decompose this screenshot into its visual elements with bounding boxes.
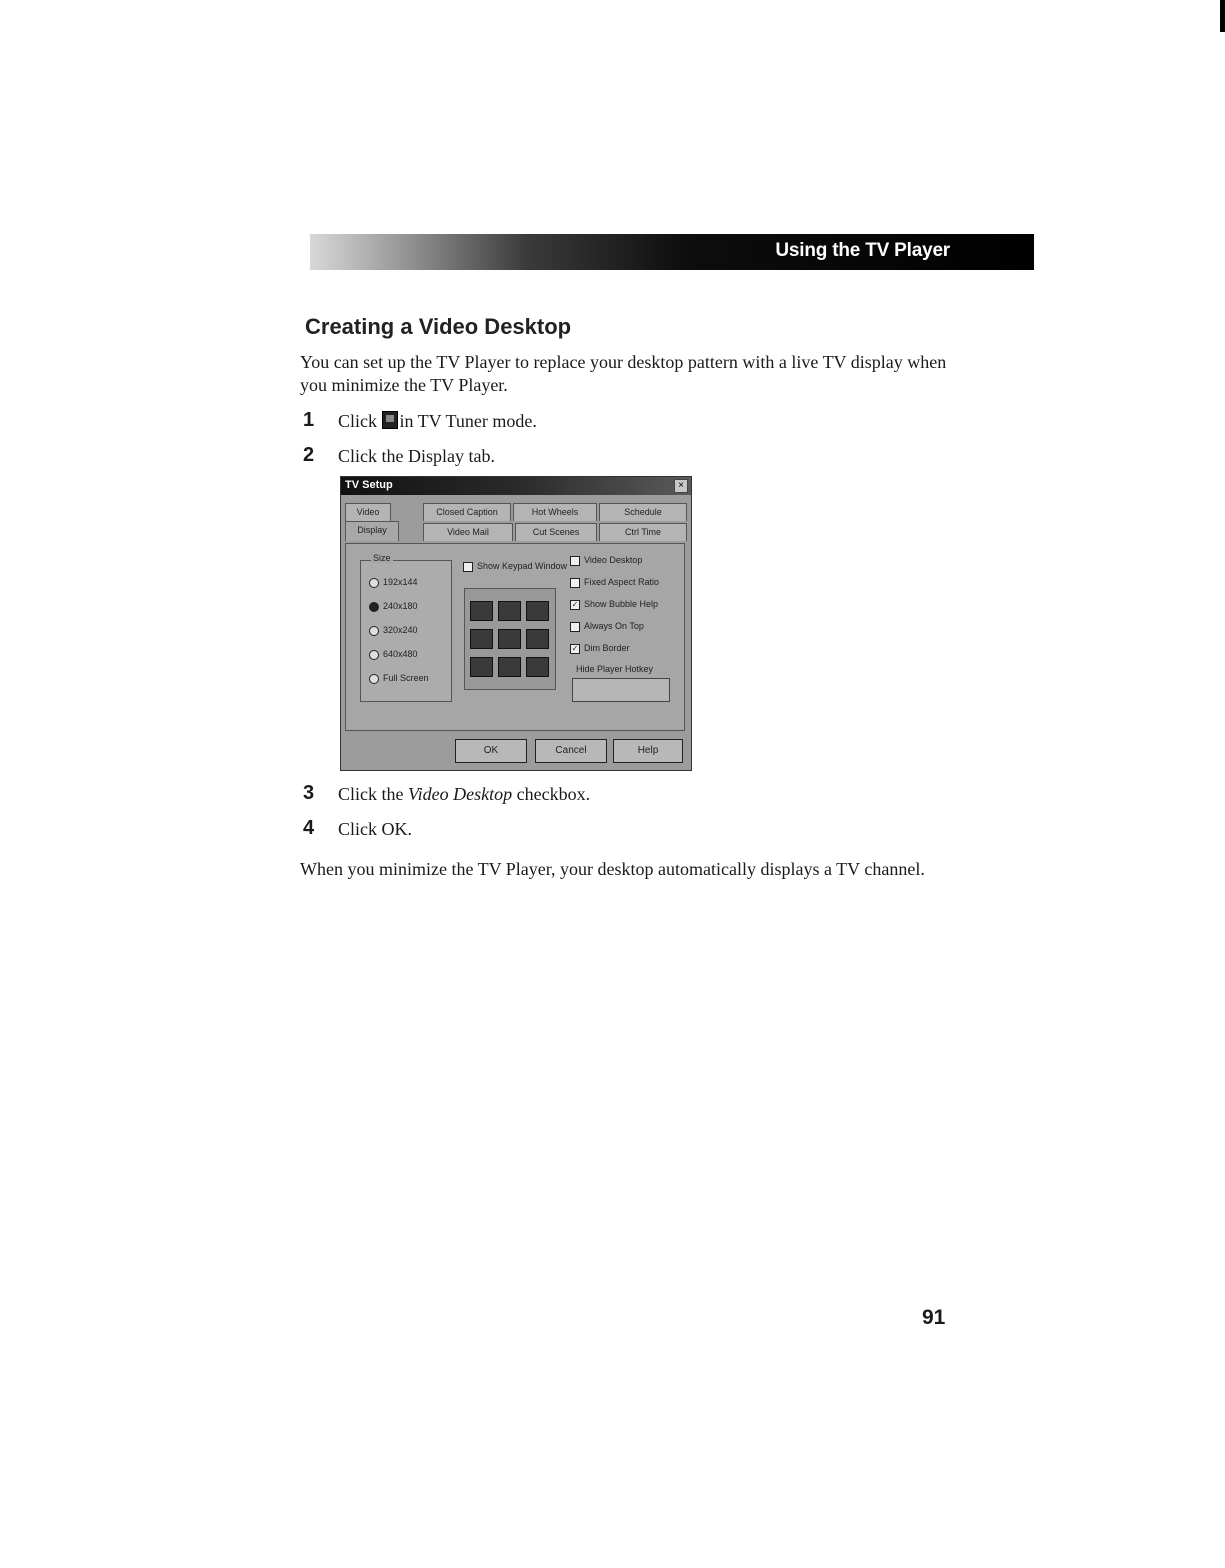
checkbox[interactable] xyxy=(463,562,473,572)
cancel-button[interactable]: Cancel xyxy=(535,739,607,763)
radio-button[interactable] xyxy=(369,578,379,588)
step-emphasis: Video Desktop xyxy=(408,784,513,804)
tab-cut-scenes[interactable]: Cut Scenes xyxy=(515,523,597,541)
keypad-preview xyxy=(464,588,556,690)
radio-button[interactable] xyxy=(369,602,379,612)
close-icon[interactable]: × xyxy=(674,479,688,493)
keypad-key xyxy=(470,657,493,677)
step-text-before: Click xyxy=(338,411,382,431)
tab-closed-caption[interactable]: Closed Caption xyxy=(423,503,511,521)
hide-player-hotkey-field[interactable] xyxy=(572,678,670,702)
size-group-label: Size xyxy=(373,553,391,563)
fixed-aspect-ratio-checkbox[interactable] xyxy=(570,576,659,588)
closing-paragraph: When you minimize the TV Player, your desktop automatically displays a TV channel. xyxy=(300,859,925,879)
option-label: Always On Top xyxy=(584,621,644,631)
step-text-after: checkbox. xyxy=(512,784,591,804)
keypad-key xyxy=(526,629,549,649)
chapter-header-bar xyxy=(310,234,1034,270)
tab-video[interactable]: Video xyxy=(345,503,391,521)
tab-display[interactable]: Display xyxy=(345,521,399,541)
show-keypad-option[interactable] xyxy=(463,560,567,572)
dialog-title-bar xyxy=(341,477,691,495)
radio-button[interactable] xyxy=(369,674,379,684)
tab-video-mail[interactable]: Video Mail xyxy=(423,523,513,541)
step-number: 2 xyxy=(303,444,315,466)
checkbox[interactable] xyxy=(570,578,580,588)
size-option-label: 192x144 xyxy=(383,577,418,587)
show-bubble-help-checkbox[interactable] xyxy=(570,598,658,610)
page-edge-mark xyxy=(1220,0,1225,32)
size-option-label: 240x180 xyxy=(383,601,418,611)
option-label: Dim Border xyxy=(584,643,630,653)
size-option-label: 640x480 xyxy=(383,649,418,659)
step-text-before: Click the xyxy=(338,784,408,804)
radio-button[interactable] xyxy=(369,650,379,660)
option-label: Show Bubble Help xyxy=(584,599,659,609)
always-on-top-checkbox[interactable] xyxy=(570,620,644,632)
checkmark-icon[interactable]: ✓ xyxy=(571,599,579,609)
step-text: Click the Display tab. xyxy=(338,446,495,466)
step-text xyxy=(338,410,537,433)
video-desktop-checkbox[interactable] xyxy=(570,554,642,566)
keypad-key xyxy=(470,629,493,649)
hide-player-hotkey-label: Hide Player Hotkey xyxy=(576,664,654,674)
step-text xyxy=(338,783,590,806)
option-label: Video Desktop xyxy=(584,555,643,565)
tv-tuner-setup-icon xyxy=(382,411,398,429)
help-button[interactable]: Help xyxy=(613,739,683,763)
keypad-key xyxy=(526,601,549,621)
tab-ctrl-time[interactable]: Ctrl Time xyxy=(599,523,687,541)
chapter-title: Using the TV Player xyxy=(775,240,950,261)
size-option-320x240[interactable] xyxy=(369,623,418,637)
dim-border-checkbox[interactable] xyxy=(570,642,630,654)
ok-button[interactable]: OK xyxy=(455,739,527,763)
size-option-label: 320x240 xyxy=(383,625,418,635)
size-group xyxy=(360,553,452,702)
checkmark-icon[interactable]: ✓ xyxy=(571,643,579,653)
step-number: 3 xyxy=(303,782,315,804)
section-heading: Creating a Video Desktop xyxy=(305,314,572,339)
keypad-key xyxy=(498,601,521,621)
size-option-240x180[interactable] xyxy=(369,599,418,613)
size-option-label: Full Screen xyxy=(383,673,429,683)
page-number: 91 xyxy=(922,1306,946,1329)
radio-button[interactable] xyxy=(369,626,379,636)
keypad-key xyxy=(470,601,493,621)
checkbox[interactable] xyxy=(570,556,580,566)
dialog-title: TV Setup xyxy=(345,479,393,491)
step-text-after: in TV Tuner mode. xyxy=(399,411,537,431)
keypad-key xyxy=(498,657,521,677)
keypad-key xyxy=(526,657,549,677)
checkbox[interactable] xyxy=(570,622,580,632)
show-keypad-label: Show Keypad Window xyxy=(477,561,568,571)
step-number: 4 xyxy=(303,817,315,839)
keypad-key xyxy=(498,629,521,649)
tab-hot-wheels[interactable]: Hot Wheels xyxy=(513,503,597,521)
option-label: Fixed Aspect Ratio xyxy=(584,577,660,587)
step-number: 1 xyxy=(303,409,315,431)
tab-schedule[interactable]: Schedule xyxy=(599,503,687,521)
step-text: Click OK. xyxy=(338,819,412,839)
size-option-192x144[interactable] xyxy=(369,575,418,589)
size-option-full-screen[interactable] xyxy=(369,671,429,685)
intro-paragraph: You can set up the TV Player to replace your desktop pattern with a live TV display when you minimize the TV Player. xyxy=(300,352,947,395)
tv-setup-dialog-screenshot xyxy=(340,476,692,771)
display-tab-panel xyxy=(345,543,685,731)
size-option-640x480[interactable] xyxy=(369,647,418,661)
